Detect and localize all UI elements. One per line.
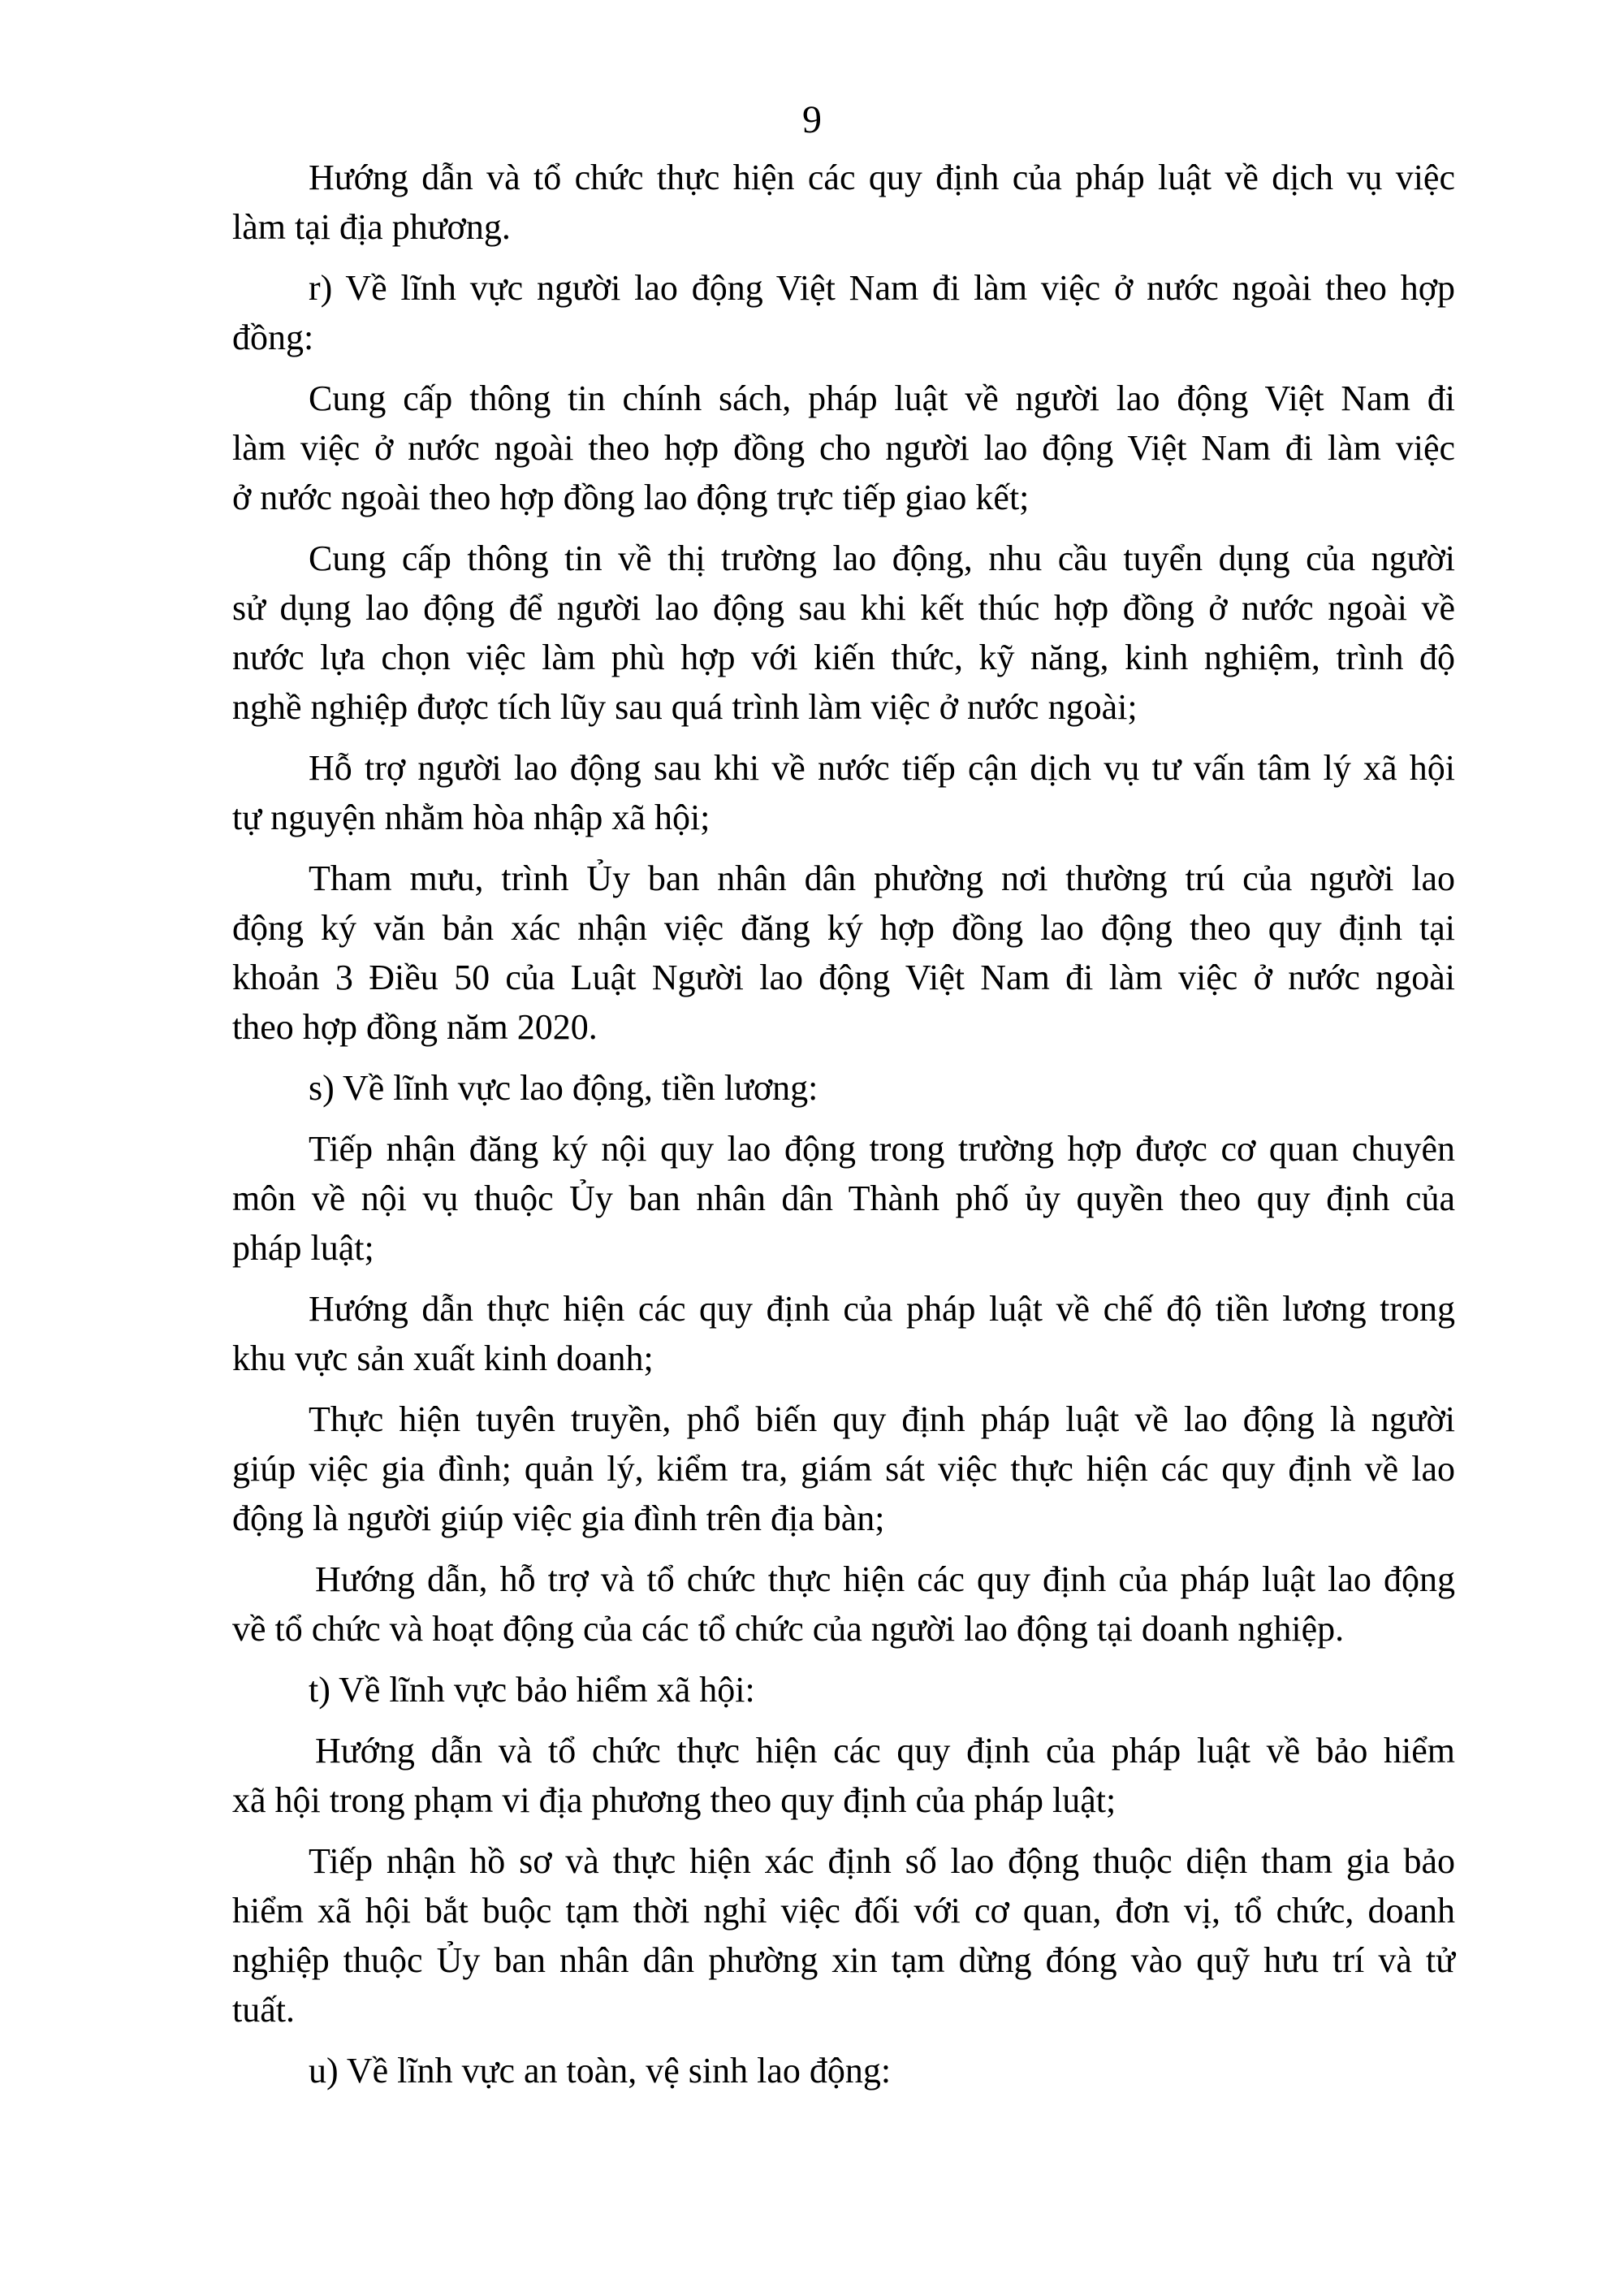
text-line: khoản 3 Điều 50 của Luật Người lao động Việt Nam đi làm việc ở nước ngoài [232, 958, 1455, 997]
paragraph [232, 153, 1455, 252]
text-line: động là người giúp việc gia đình trên địa bàn; [232, 1498, 885, 1538]
text-line: pháp luật; [232, 1228, 374, 1268]
text-line: đồng: [232, 318, 314, 357]
text-line: tự nguyện nhằm hòa nhập xã hội; [232, 798, 710, 837]
paragraph [232, 1284, 1455, 1383]
text-line: u) Về lĩnh vực an toàn, vệ sinh lao động: [309, 2051, 892, 2091]
paragraph [232, 743, 1455, 842]
paragraph [309, 2046, 1455, 2095]
paragraph [232, 1836, 1455, 2034]
text-line: Hướng dẫn và tổ chức thực hiện các quy định của pháp luật về bảo hiểm [315, 1731, 1455, 1771]
text-line: nước lựa chọn việc làm phù hợp với kiến thức, kỹ năng, kinh nghiệm, trình độ [232, 638, 1455, 677]
text-line: Thực hiện tuyên truyền, phổ biến quy định pháp luật về lao động là người [309, 1399, 1455, 1439]
text-line: t) Về lĩnh vực bảo hiểm xã hội: [309, 1670, 755, 1710]
paragraph [232, 1124, 1455, 1273]
paragraph [232, 534, 1455, 732]
text-line: s) Về lĩnh vực lao động, tiền lương: [309, 1068, 818, 1108]
paragraph [232, 263, 1455, 362]
page-number: 9 [802, 98, 822, 141]
text-line: theo hợp đồng năm 2020. [232, 1007, 598, 1047]
paragraph [309, 1665, 1455, 1714]
text-line: về tổ chức và hoạt động của các tổ chức của người lao động tại doanh nghiệp. [232, 1609, 1345, 1649]
paragraph [232, 1726, 1455, 1825]
text-line: Cung cấp thông tin chính sách, pháp luật về người lao động Việt Nam đi [309, 378, 1455, 418]
text-line: Tham mưu, trình Ủy ban nhân dân phường nơi thường trú của người lao [309, 858, 1455, 898]
text-line: Hướng dẫn và tổ chức thực hiện các quy định của pháp luật về dịch vụ việc [309, 158, 1455, 197]
text-line: khu vực sản xuất kinh doanh; [232, 1338, 654, 1378]
text-line: làm việc ở nước ngoài theo hợp đồng cho người lao động Việt Nam đi làm việc [232, 428, 1455, 468]
text-line: r) Về lĩnh vực người lao động Việt Nam đi làm việc ở nước ngoài theo hợp [309, 268, 1455, 308]
text-line: môn về nội vụ thuộc Ủy ban nhân dân Thành phố ủy quyền theo quy định của [232, 1178, 1455, 1218]
document-body [232, 153, 1455, 2107]
text-line: Hỗ trợ người lao động sau khi về nước tiếp cận dịch vụ tư vấn tâm lý xã hội [309, 748, 1455, 788]
text-line: tuất. [232, 1990, 295, 2030]
paragraph [232, 1554, 1455, 1654]
text-line: làm tại địa phương. [232, 207, 511, 247]
text-line: nghiệp thuộc Ủy ban nhân dân phường xin tạm dừng đóng vào quỹ hưu trí và tử [232, 1940, 1455, 1980]
text-line: hiểm xã hội bắt buộc tạm thời nghỉ việc đối với cơ quan, đơn vị, tổ chức, doanh [232, 1891, 1455, 1931]
paragraph [232, 1394, 1455, 1543]
paragraph [309, 1063, 1455, 1113]
text-line: Hướng dẫn thực hiện các quy định của pháp luật về chế độ tiền lương trong [309, 1289, 1455, 1329]
paragraph [232, 854, 1455, 1052]
text-line: xã hội trong phạm vi địa phương theo quy định của pháp luật; [232, 1780, 1116, 1820]
text-line: Tiếp nhận đăng ký nội quy lao động trong trường hợp được cơ quan chuyên [309, 1129, 1455, 1169]
text-line: động ký văn bản xác nhận việc đăng ký hợp đồng lao động theo quy định tại [232, 908, 1455, 948]
text-line: Tiếp nhận hồ sơ và thực hiện xác định số lao động thuộc diện tham gia bảo [309, 1841, 1455, 1881]
text-line: Cung cấp thông tin về thị trường lao động, nhu cầu tuyển dụng của người [309, 538, 1455, 578]
text-line: Hướng dẫn, hỗ trợ và tổ chức thực hiện các quy định của pháp luật lao động [315, 1559, 1455, 1599]
text-line: nghề nghiệp được tích lũy sau quá trình làm việc ở nước ngoài; [232, 687, 1138, 727]
text-line: ở nước ngoài theo hợp đồng lao động trực tiếp giao kết; [232, 478, 1030, 517]
text-line: giúp việc gia đình; quản lý, kiểm tra, giám sát việc thực hiện các quy định về lao [232, 1449, 1455, 1489]
paragraph [232, 374, 1455, 522]
text-line: sử dụng lao động để người lao động sau khi kết thúc hợp đồng ở nước ngoài về [232, 588, 1455, 628]
